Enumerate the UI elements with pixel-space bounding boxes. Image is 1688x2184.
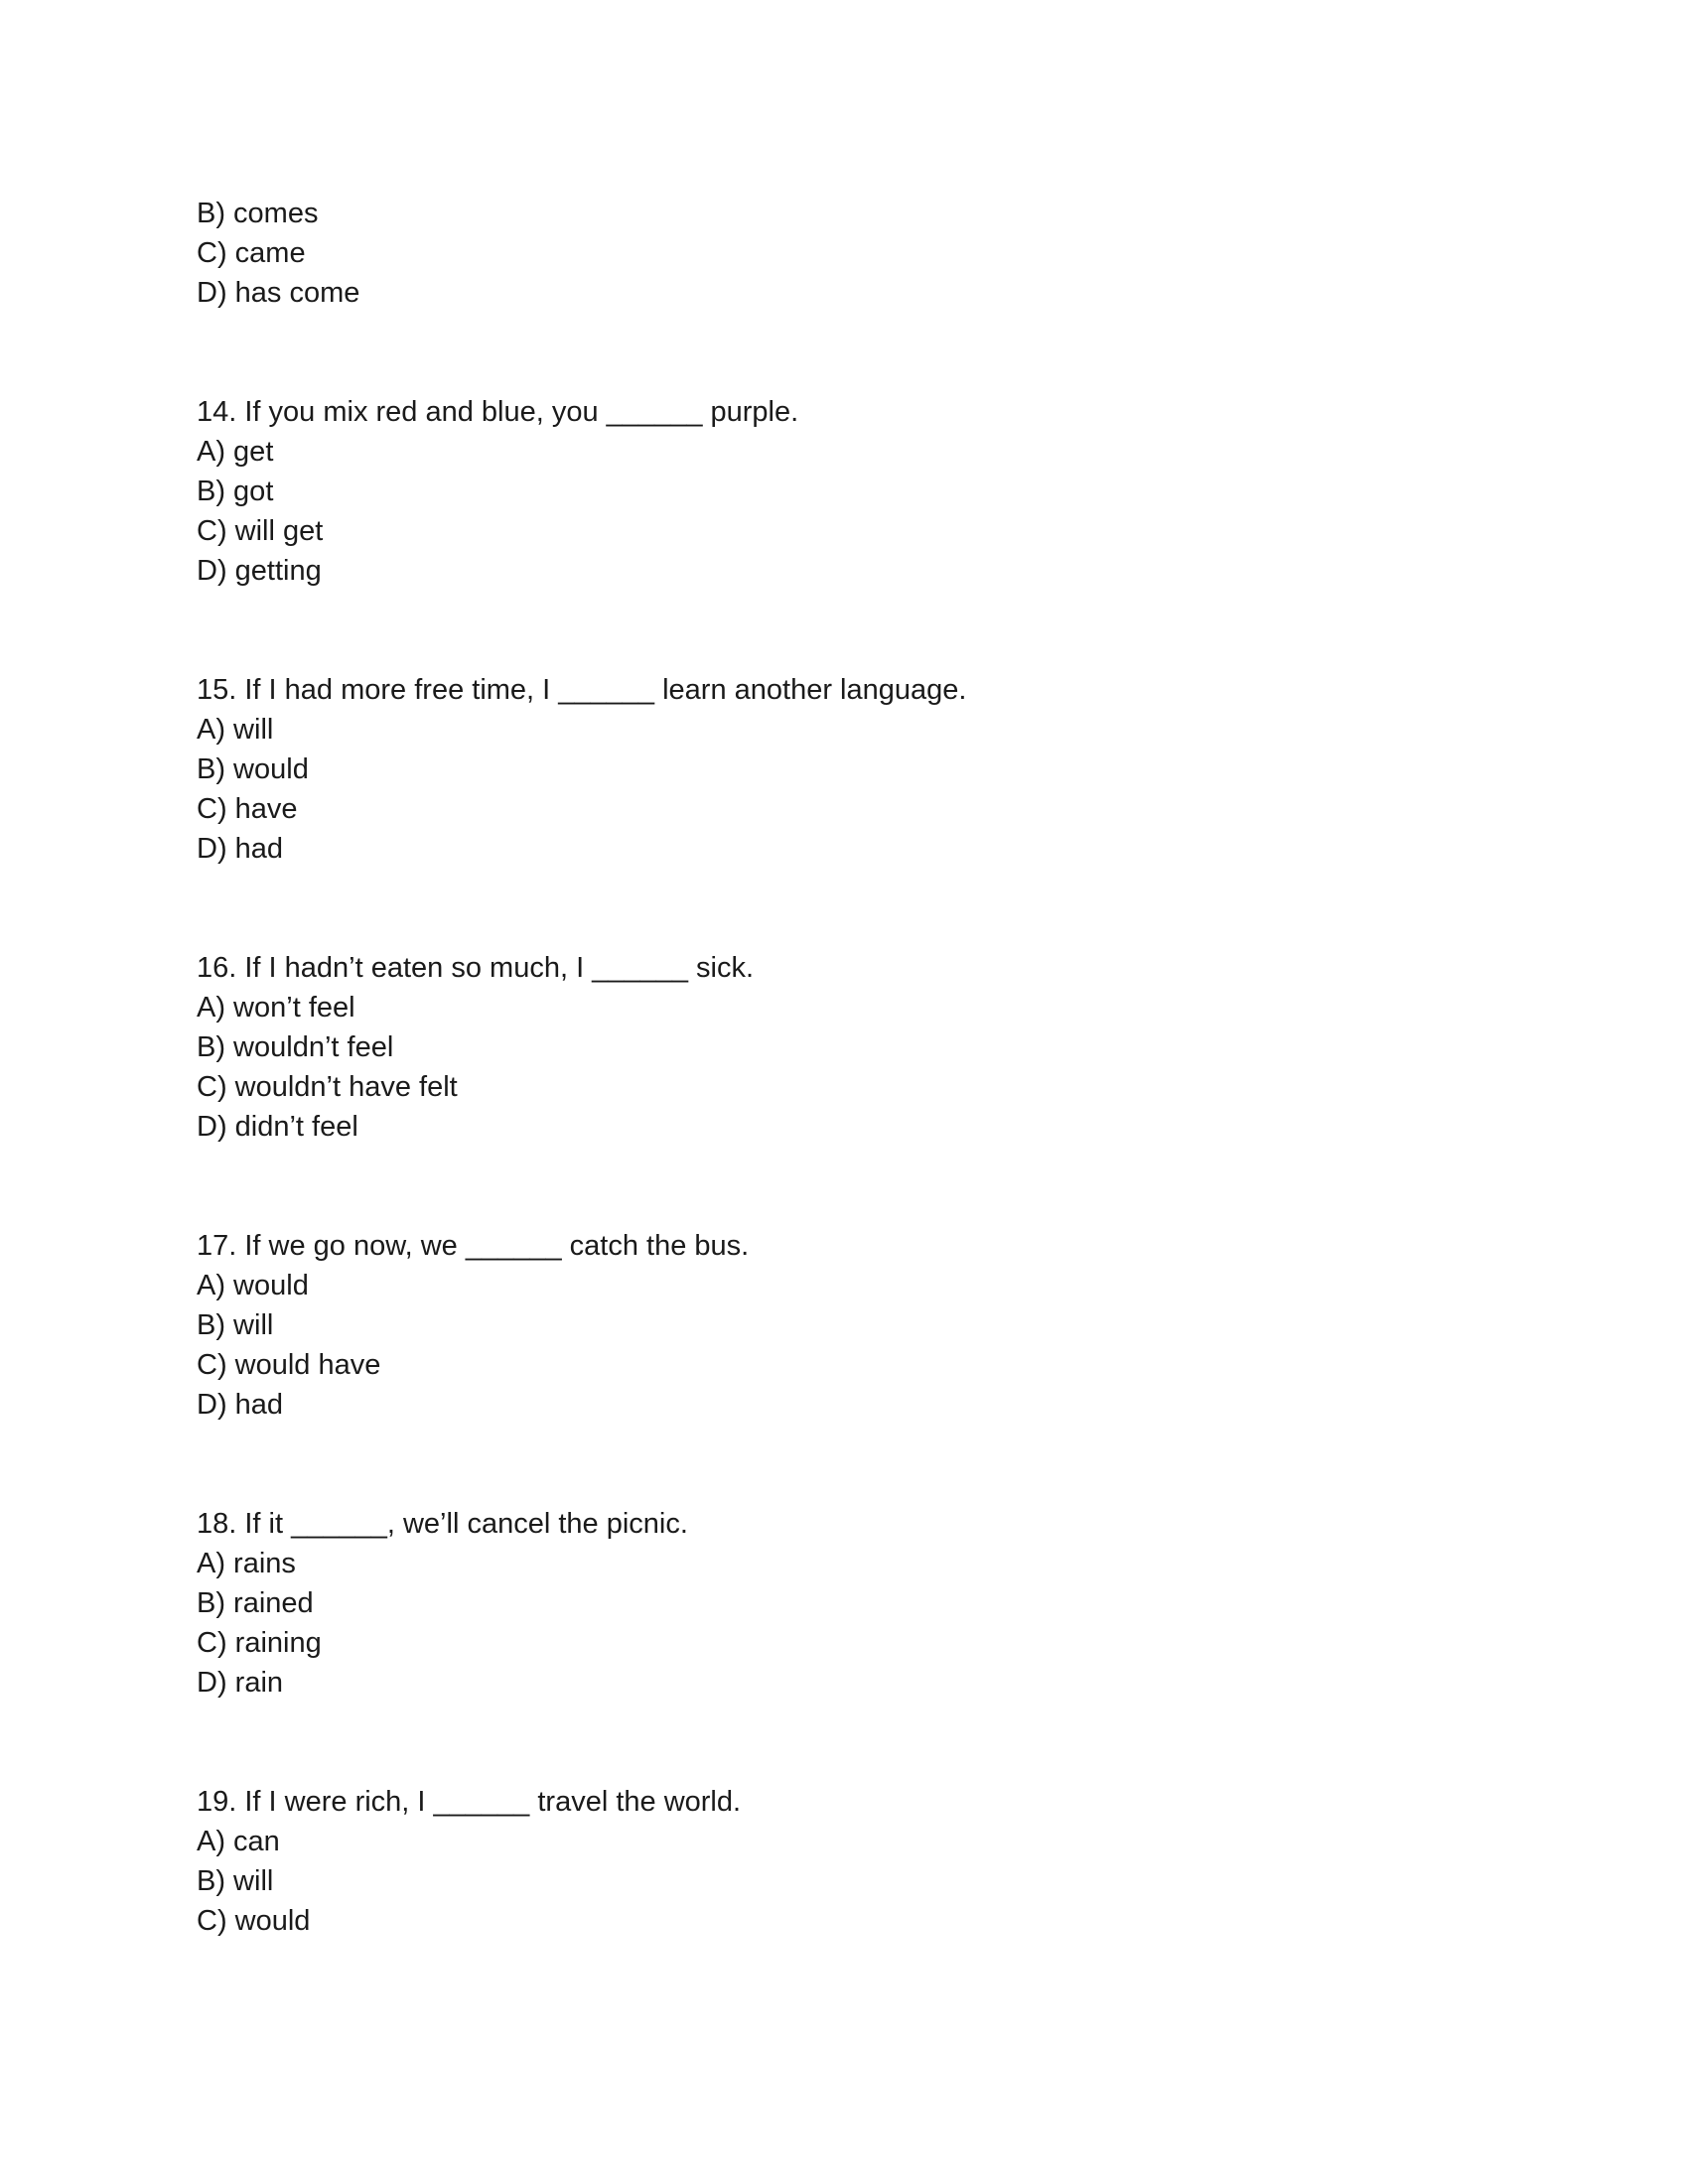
option: D) didn’t feel (197, 1111, 358, 1143)
option: A) won’t feel (197, 992, 355, 1024)
question-prompt: 14. If you mix red and blue, you ______ purple. (197, 396, 799, 428)
question-prompt: 19. If I were rich, I ______ travel the world. (197, 1786, 742, 1818)
question-15 (197, 670, 966, 869)
option: B) rained (197, 1587, 314, 1619)
option: A) can (197, 1826, 280, 1857)
option: B) would (197, 753, 309, 785)
option: C) came (197, 237, 306, 269)
option: D) had (197, 1389, 284, 1421)
option: A) would (197, 1270, 309, 1301)
question-18 (197, 1504, 688, 1703)
option: B) comes (197, 198, 319, 229)
question-17 (197, 1226, 749, 1425)
option: B) got (197, 476, 274, 507)
question-14 (197, 392, 798, 591)
option: D) had (197, 833, 284, 865)
option: B) will (197, 1865, 274, 1897)
option: C) have (197, 793, 298, 825)
question-prompt: 18. If it ______, we’ll cancel the picnic. (197, 1508, 688, 1540)
option: C) would have (197, 1349, 381, 1381)
option: C) wouldn’t have felt (197, 1071, 458, 1103)
option: D) rain (197, 1667, 284, 1699)
option: C) would (197, 1905, 311, 1937)
option: C) raining (197, 1627, 322, 1659)
option: A) get (197, 436, 274, 468)
question-prompt: 16. If I hadn’t eaten so much, I ______ sick. (197, 952, 755, 984)
option: A) rains (197, 1548, 296, 1579)
question-prompt: 15. If I had more free time, I ______ learn another language. (197, 674, 967, 706)
option: C) will get (197, 515, 324, 547)
question-16 (197, 948, 754, 1147)
question-prompt: 17. If we go now, we ______ catch the bus. (197, 1230, 750, 1262)
option: B) wouldn’t feel (197, 1031, 394, 1063)
option: D) getting (197, 555, 322, 587)
option: B) will (197, 1309, 274, 1341)
question-19 (197, 1782, 741, 1941)
carryover-options (197, 194, 359, 313)
option: D) has come (197, 277, 360, 309)
option: A) will (197, 714, 274, 746)
